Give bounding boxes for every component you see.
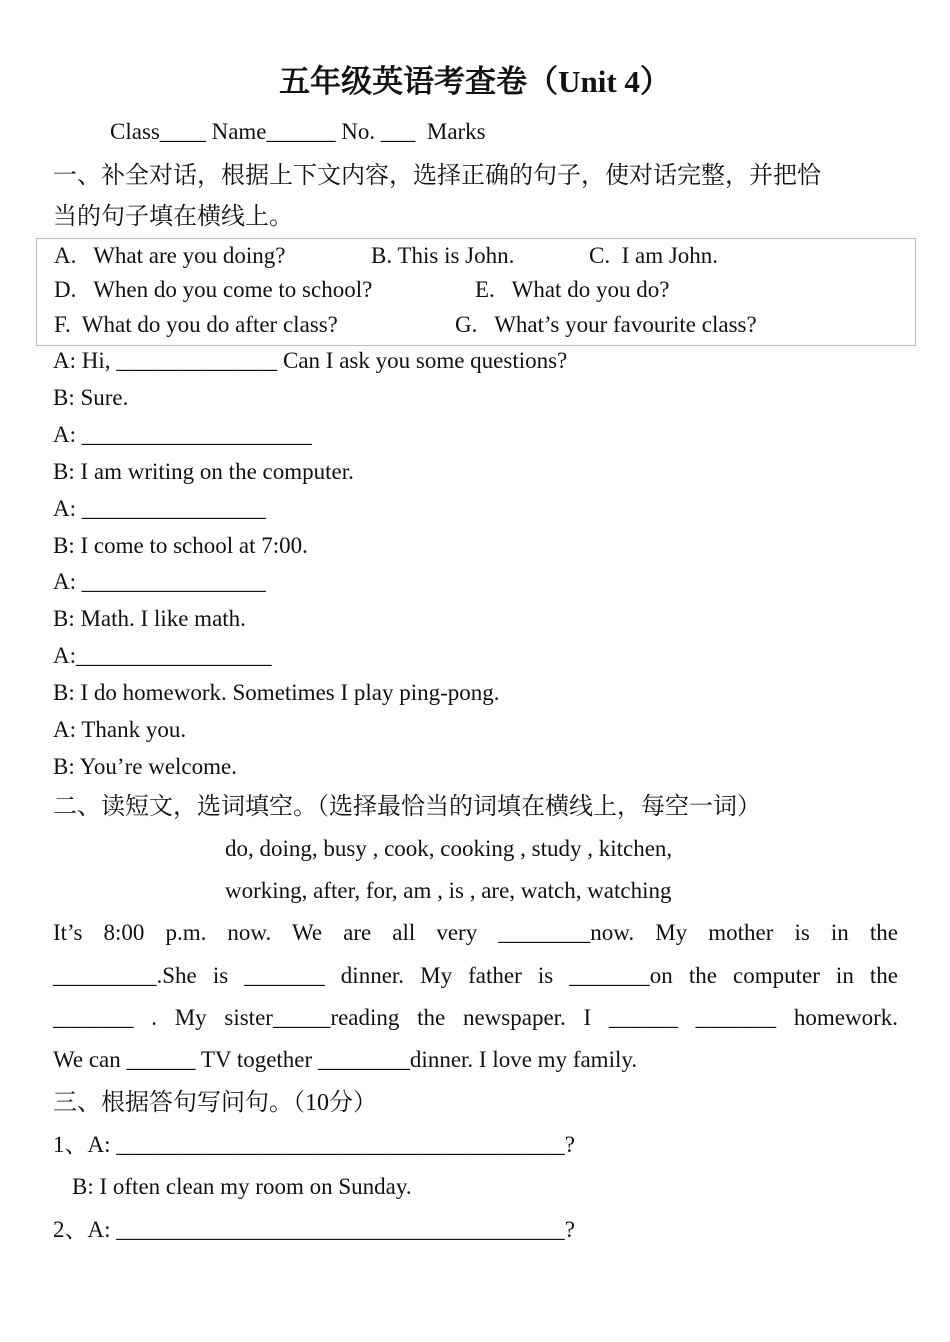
answer-line: B: I often clean my room on Sunday. <box>72 1174 412 1199</box>
student-info-line: Class____ Name______ No. ___ Marks <box>110 119 486 144</box>
passage-line: It’s 8:00 p.m. now. We are all very ________now. My mother is in the <box>53 920 898 945</box>
dialog-line: B: You’re welcome. <box>53 754 237 779</box>
section3-heading-suffix: 分） <box>329 1088 377 1116</box>
word-bank-line1: do, doing, busy , cook, cooking , study , kitchen, <box>225 836 673 861</box>
option-d: D. When do you come to school? <box>54 277 373 302</box>
passage-line: _________.She is _______ dinner. My father is _______on the computer in the <box>53 963 898 988</box>
dialog-line: B: Math. I like math. <box>53 606 246 631</box>
title-close: ） <box>639 64 671 100</box>
section2-heading: 二、读短文，选词填空。（选择最恰当的词填在横线上，每空一词） <box>53 792 761 820</box>
section3-heading-prefix: 三、根据答句写问句。（ <box>53 1088 305 1116</box>
passage-line: _______ . My sister_____reading the newspaper. I ______ _______ homework. <box>53 1005 898 1030</box>
title-cn: 五年级英语考查卷（ <box>279 64 559 100</box>
option-f: F. What do you do after class? <box>54 312 338 337</box>
option-g: G. What’s your favourite class? <box>455 312 757 337</box>
dialog-line: A: Hi, ______________ Can I ask you some questions? <box>53 348 568 373</box>
question-line: 1、A: _______________________________________? <box>53 1132 575 1157</box>
dialog-line: A: ________________ <box>53 569 266 594</box>
dialog-line: A: Thank you. <box>53 717 187 742</box>
section1-heading-line1: 一、补全对话，根据上下文内容，选择正确的句子，使对话完整，并把恰 <box>53 161 821 189</box>
section3-score: 10 <box>305 1090 329 1116</box>
option-c: C. I am John. <box>589 243 719 268</box>
dialog-line: A: ________________ <box>53 496 266 521</box>
passage-line: We can ______ TV together ________dinner. I love my family. <box>53 1047 638 1072</box>
dialog-line: B: I do homework. Sometimes I play ping-pong. <box>53 680 500 705</box>
section1-heading-line2: 当的句子填在横线上。 <box>53 202 293 230</box>
option-a: A. What are you doing? <box>54 243 286 268</box>
word-bank-line2: working, after, for, am , is , are, watch, watching <box>225 878 672 903</box>
dialog-line: A: ____________________ <box>53 422 312 447</box>
title-unit: Unit 4 <box>558 64 640 99</box>
dialog-line: B: I come to school at 7:00. <box>53 533 308 558</box>
dialog-line: A:_________________ <box>53 643 272 668</box>
section3-heading <box>53 1087 377 1118</box>
page-title <box>0 62 950 102</box>
option-e: E. What do you do? <box>475 277 670 302</box>
options-box <box>36 238 916 346</box>
option-b: B. This is John. <box>371 243 515 268</box>
dialog-line: B: Sure. <box>53 385 129 410</box>
dialog-line: B: I am writing on the computer. <box>53 459 354 484</box>
question-line: 2、A: _______________________________________? <box>53 1217 575 1242</box>
